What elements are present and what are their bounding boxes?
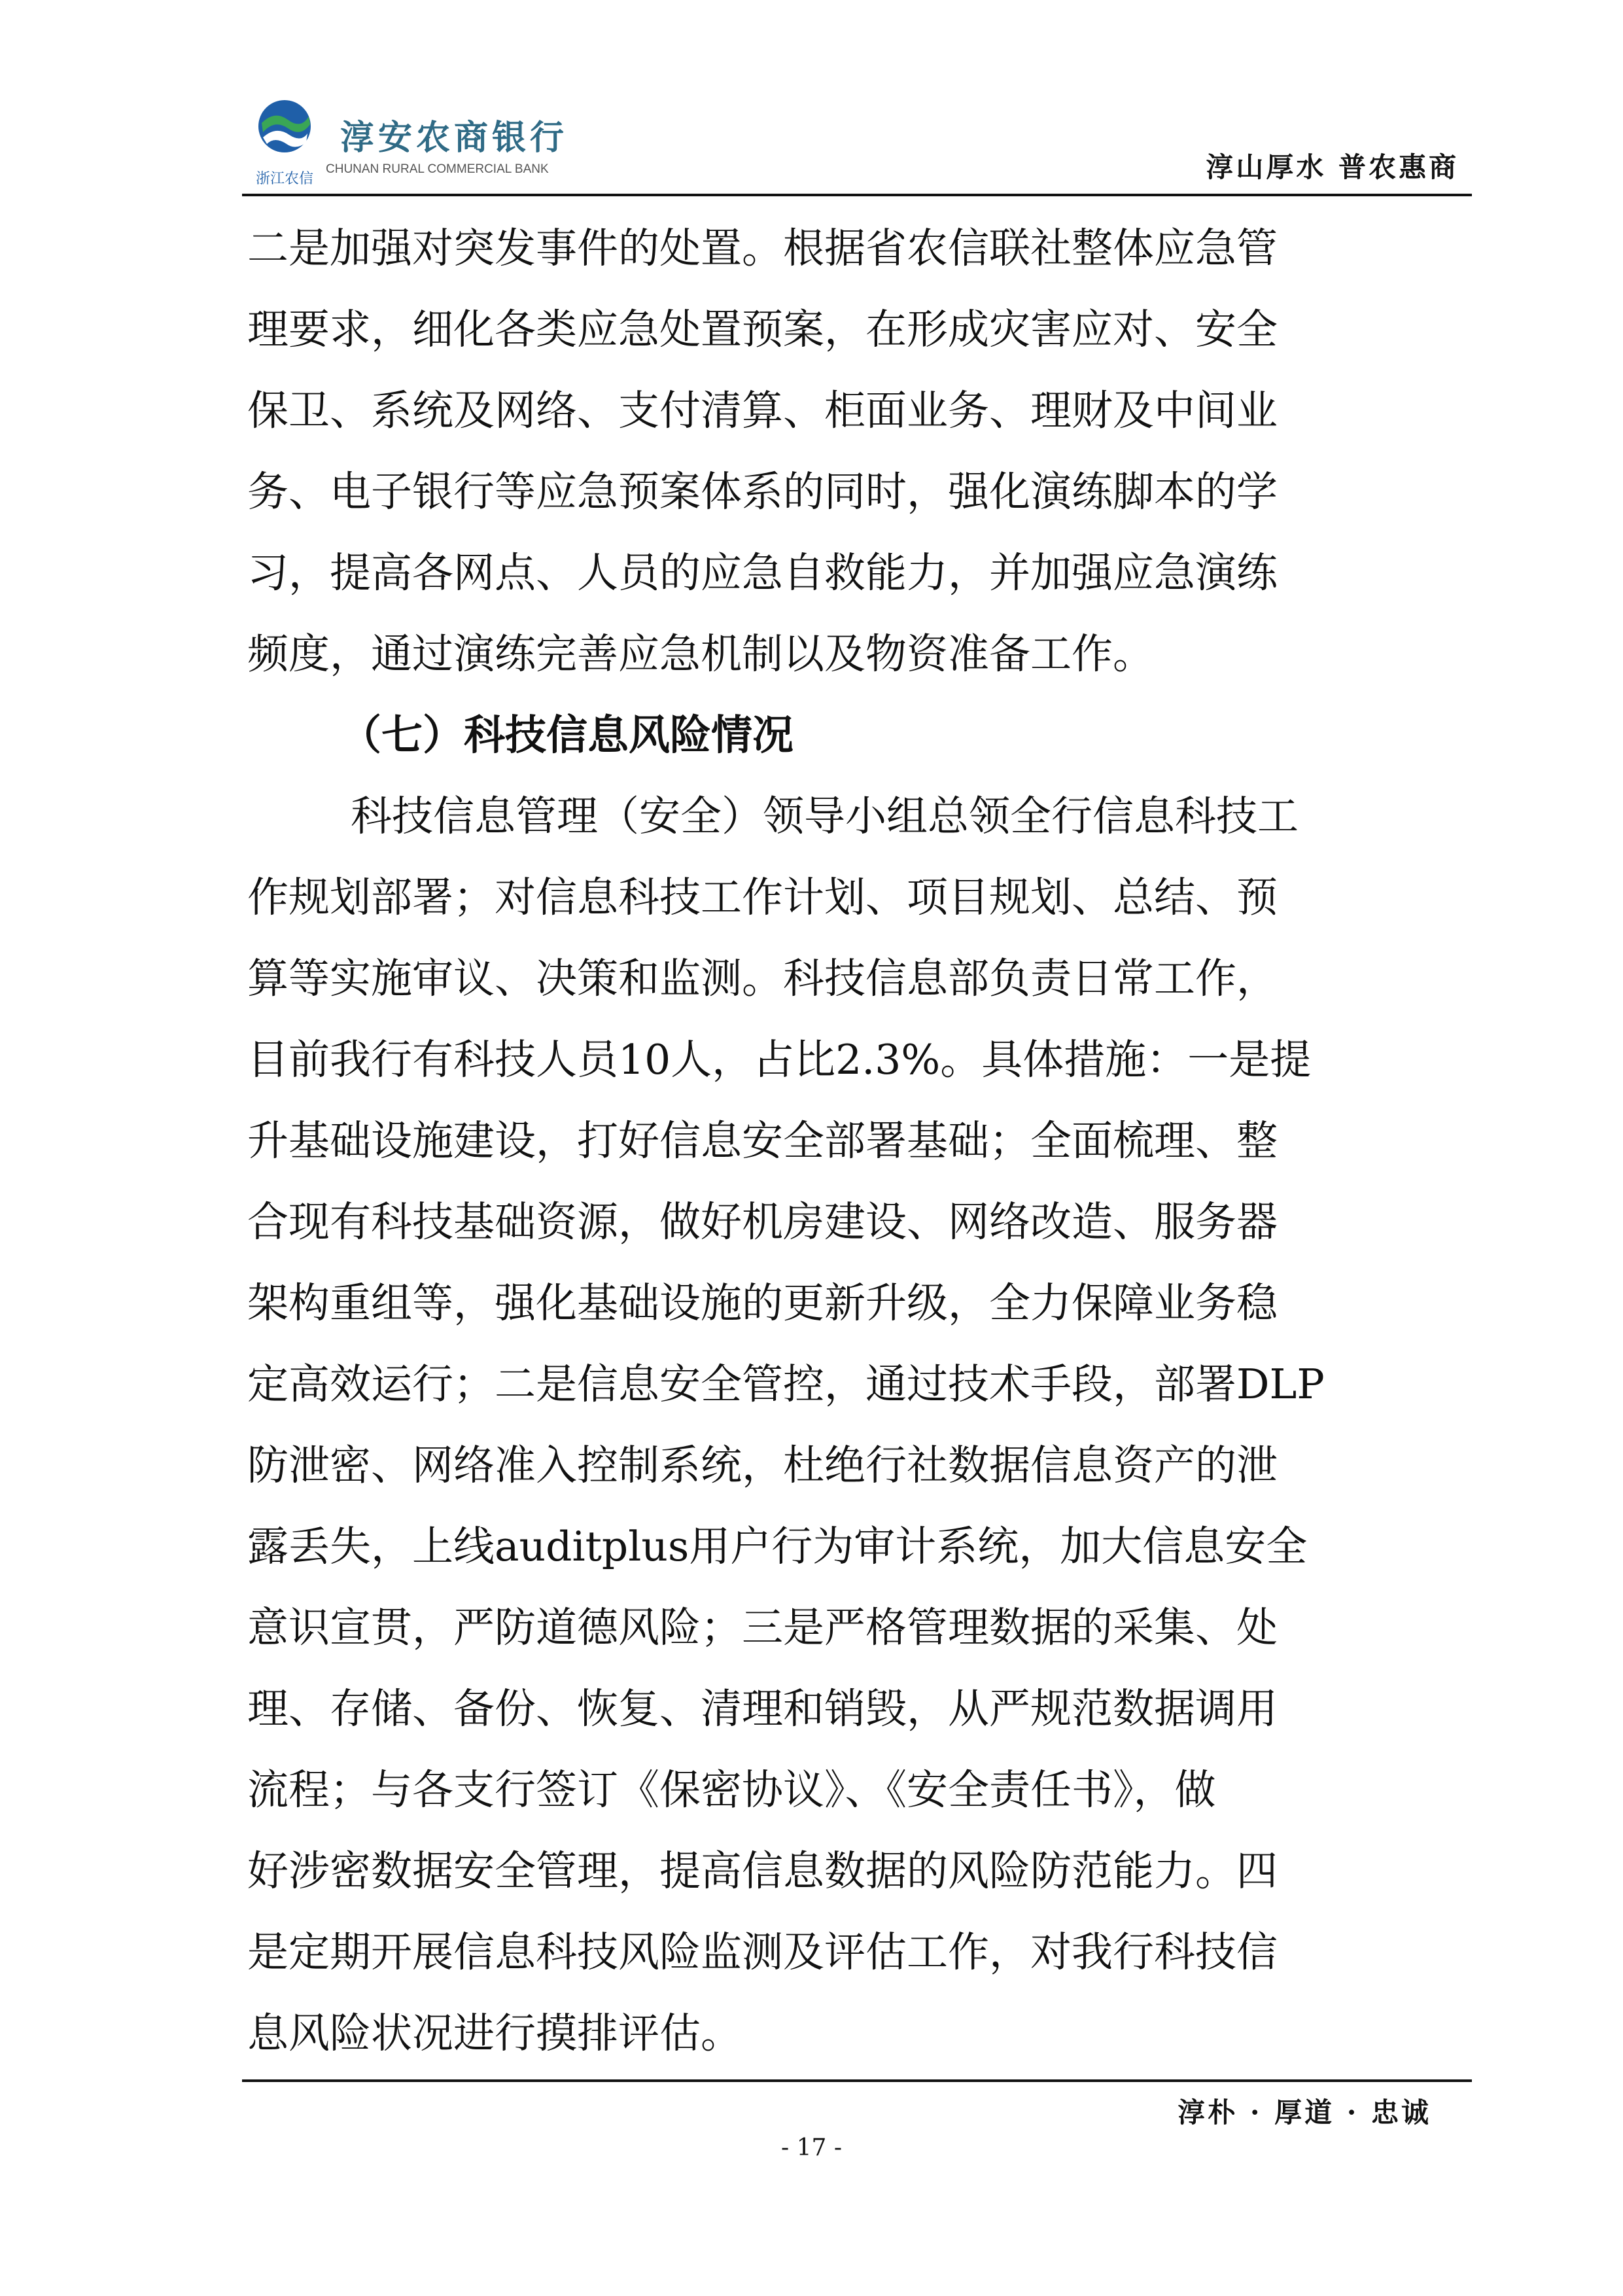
bank-name: 淳安农商银行 <box>340 118 568 158</box>
text-line: 好涉密数据安全管理，提高信息数据的风险防范能力。四 <box>247 1847 1278 1895</box>
text-line: 是定期开展信息科技风险监测及评估工作，对我行科技信 <box>247 1928 1278 1976</box>
body-text <box>247 208 1359 2074</box>
bank-logo-icon <box>255 97 314 169</box>
text-line: 息风险状况进行摸排评估。 <box>247 2009 742 2057</box>
page-number: - 17 - <box>780 2134 843 2161</box>
text-line: 保卫、系统及网络、支付清算、柜面业务、理财及中间业 <box>247 387 1278 434</box>
text-line: 二是加强对突发事件的处置。根据省农信联社整体应急管 <box>247 224 1278 272</box>
bank-name-en: CHUNAN RURAL COMMERCIAL BANK <box>326 162 549 176</box>
text-line: 务、电子银行等应急预案体系的同时，强化演练脚本的学 <box>247 468 1278 516</box>
text-line: 作规划部署；对信息科技工作计划、项目规划、总结、预 <box>247 874 1278 921</box>
text-line: 习，提高各网点、人员的应急自救能力，并加强应急演练 <box>247 549 1278 597</box>
header-slogan: 淳山厚水 普农惠商 <box>1206 151 1459 183</box>
text-line: 合现有科技基础资源，做好机房建设、网络改造、服务器 <box>247 1198 1278 1246</box>
text-line: 定高效运行；二是信息安全管控，通过技术手段，部署DLP <box>247 1360 1325 1408</box>
logo-caption: 浙江农信 <box>255 171 313 187</box>
text-line: 算等实施审议、决策和监测。科技信息部负责日常工作， <box>247 955 1278 1002</box>
footer-slogan: 淳朴 · 厚道 · 忠诚 <box>1178 2096 1431 2128</box>
section-heading: （七）科技信息风险情况 <box>340 711 794 759</box>
text-line: 升基础设施建设，打好信息安全部署基础；全面梳理、整 <box>247 1117 1278 1165</box>
page-header <box>242 97 1472 195</box>
text-line: 频度，通过演练完善应急机制以及物资准备工作。 <box>247 630 1154 678</box>
footer-divider <box>242 2079 1472 2082</box>
text-line: 流程；与各支行签订《保密协议》、《安全责任书》，做 <box>247 1766 1216 1814</box>
text-line: 露丢失，上线auditplus用户行为审计系统，加大信息安全 <box>247 1523 1308 1570</box>
text-line: 意识宣贯，严防道德风险；三是严格管理数据的采集、处 <box>247 1604 1278 1651</box>
text-line: 理要求，细化各类应急处置预案，在形成灾害应对、安全 <box>247 306 1278 353</box>
text-line: 防泄密、网络准入控制系统，杜绝行社数据信息资产的泄 <box>247 1441 1278 1489</box>
text-line: 架构重组等，强化基础设施的更新升级，全力保障业务稳 <box>247 1279 1278 1327</box>
header-divider <box>242 194 1472 196</box>
text-line: 科技信息管理（安全）领导小组总领全行信息科技工 <box>351 792 1299 840</box>
text-line: 目前我行有科技人员10人，占比2.3%。具体措施：一是提 <box>247 1036 1312 1084</box>
text-line: 理、存储、备份、恢复、清理和销毁，从严规范数据调用 <box>247 1685 1278 1733</box>
